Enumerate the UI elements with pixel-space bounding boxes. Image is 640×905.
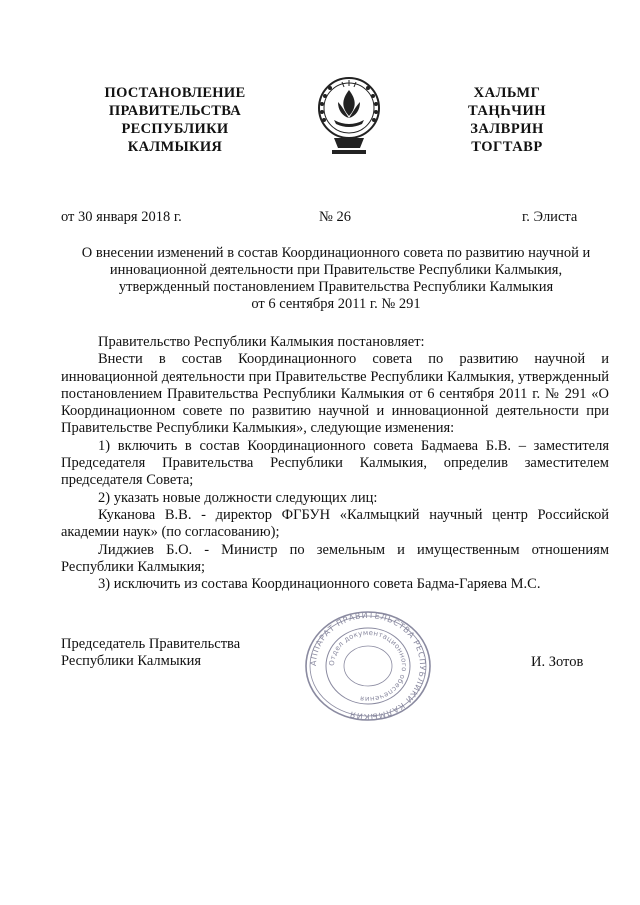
preamble: Правительство Республики Калмыкия постановляет: xyxy=(98,334,425,350)
title-line: утвержденный постановлением Правительства Республики Калмыкия xyxy=(118,279,554,295)
header-left-line: ПРАВИТЕЛЬСТВА xyxy=(108,103,242,119)
paragraph-main: Внести в состав Координационного совета по развитию научной и инновационной деятельности при Правительстве Республики Калмыкия, утвержденный постановлением Правительства Республики Калмыкия от 6 сентября 2011 г. № 291 «О Координационном совете по развитию научной и инновационной деятельности при Правительстве Республики Калмыкия», следующие изменения: xyxy=(61,351,609,437)
official-stamp-icon xyxy=(302,610,434,722)
svg-text:Отдел документационного обеспе xyxy=(328,629,408,703)
title-line: от 6 сентября 2011 г. № 291 xyxy=(251,296,421,312)
header-left-line: ПОСТАНОВЛЕНИЕ xyxy=(104,85,246,101)
header-right-line: ТАҢҺЧИН xyxy=(467,103,547,119)
stamp-outer-text: АППАРАТ ПРАВИТЕЛЬСТВА РЕСПУБЛИКИ КАЛМЫКИЯ xyxy=(308,610,428,722)
signatory-position-line: Председатель Правительства xyxy=(61,636,241,652)
svg-text:АППАРАТ ПРАВИТЕЛЬСТВА РЕСПУБЛИ xyxy=(309,611,427,721)
item-2a: Куканова В.В. - директор ФГБУН «Калмыцкий научный центр Российской академии наук» (по согласованию); xyxy=(61,506,609,541)
title-line: О внесении изменений в состав Координационного совета по развитию научной и xyxy=(81,245,591,261)
item-2b: Лиджиев Б.О. - Министр по земельным и имущественным отношениям Республики Калмыкия; xyxy=(61,541,609,575)
title-line: инновационной деятельности при Правительстве Республики Калмыкия, xyxy=(109,262,563,278)
header-right-line: ХАЛЬМГ xyxy=(473,85,541,101)
header-right-kalmyk xyxy=(442,84,572,156)
header-left-line: РЕСПУБЛИКИ xyxy=(121,121,229,137)
document-title xyxy=(62,245,610,313)
document-date: от 30 января 2018 г. xyxy=(61,209,182,225)
signatory-name: И. Зотов xyxy=(531,654,584,670)
stamp-inner-text: Отдел документационного обеспечения xyxy=(327,628,409,704)
header-right-line: ТОГТАВР xyxy=(471,139,543,155)
document-city: г. Элиста xyxy=(522,209,578,225)
header-left-line: КАЛМЫКИЯ xyxy=(127,139,223,155)
header-right-line: ЗАЛВРИН xyxy=(470,121,544,137)
item-2: 2) указать новые должности следующих лиц: xyxy=(98,489,378,506)
signatory-position-line: Республики Калмыкия xyxy=(61,653,202,669)
item-3: 3) исключить из состава Координационного совета Бадма-Гаряева М.С. xyxy=(98,576,541,593)
item-1: 1) включить в состав Координационного совета Бадмаева Б.В. – заместителя Председателя Правительства Республики Калмыкия, определив заместителем председателя Совета; xyxy=(61,437,609,489)
header-left-ru xyxy=(80,84,270,156)
emblem-of-kalmykia-icon xyxy=(316,68,382,160)
document-body xyxy=(61,334,609,593)
signatory-position xyxy=(61,636,240,670)
document-number: № 26 xyxy=(319,209,351,225)
